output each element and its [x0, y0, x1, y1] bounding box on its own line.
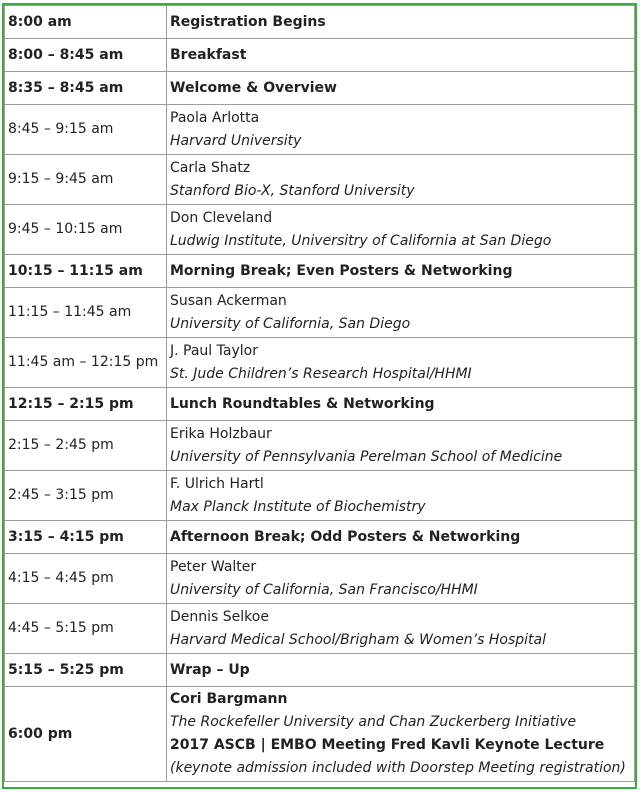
agenda-detail [167, 205, 635, 255]
agenda-detail: Breakfast [167, 39, 635, 72]
speaker-affiliation: St. Jude Children’s Research Hospital/HHMI [170, 365, 472, 382]
agenda-row-talk [5, 205, 635, 255]
agenda-detail [167, 554, 635, 604]
keynote-affiliation: The Rockefeller University and Chan Zuckerberg Initiative [170, 714, 577, 730]
speaker-name: Paola Arlotta [170, 109, 260, 126]
agenda-detail [167, 155, 635, 205]
agenda-row-talk [5, 155, 635, 205]
agenda-time: 2:15 – 2:45 pm [5, 421, 167, 471]
agenda-row-keynote [5, 687, 635, 782]
agenda-detail [167, 471, 635, 521]
agenda-detail: Lunch Roundtables & Networking [167, 388, 635, 421]
speaker-affiliation: Max Planck Institute of Biochemistry [170, 498, 426, 515]
agenda-time: 8:00 – 8:45 am [5, 39, 167, 72]
speaker-affiliation: Ludwig Institute, Universitry of California at San Diego [170, 232, 552, 249]
agenda-row-talk [5, 604, 635, 654]
agenda-detail [167, 421, 635, 471]
agenda-time: 4:15 – 4:45 pm [5, 554, 167, 604]
agenda-detail: Registration Begins [167, 6, 635, 39]
agenda-row-session [5, 72, 635, 105]
agenda-row-talk [5, 554, 635, 604]
agenda-time: 10:15 – 11:15 am [5, 255, 167, 288]
agenda-time: 9:45 – 10:15 am [5, 205, 167, 255]
agenda-detail: Welcome & Overview [167, 72, 635, 105]
speaker-affiliation: University of California, San Francisco/HHMI [170, 581, 478, 598]
speaker-affiliation: Harvard University [170, 132, 302, 149]
agenda-detail: Morning Break; Even Posters & Networking [167, 255, 635, 288]
speaker-affiliation: Harvard Medical School/Brigham & Women’s Hospital [170, 631, 546, 648]
agenda-detail [167, 338, 635, 388]
agenda-detail [167, 105, 635, 155]
speaker-name: Erika Holzbaur [170, 425, 272, 442]
agenda-row-session [5, 654, 635, 687]
speaker-name: F. Ulrich Hartl [170, 475, 264, 492]
speaker-name: Carla Shatz [170, 159, 251, 176]
speaker-name: J. Paul Taylor [170, 342, 258, 359]
agenda-time: 12:15 – 2:15 pm [5, 388, 167, 421]
speaker-affiliation: University of California, San Diego [170, 315, 411, 332]
agenda-time: 2:45 – 3:15 pm [5, 471, 167, 521]
agenda-time: 8:35 – 8:45 am [5, 72, 167, 105]
agenda-time: 9:15 – 9:45 am [5, 155, 167, 205]
agenda-time: 3:15 – 4:15 pm [5, 521, 167, 554]
agenda-detail [167, 288, 635, 338]
agenda-time: 8:00 am [5, 6, 167, 39]
agenda-frame [2, 3, 637, 789]
agenda-row-talk [5, 471, 635, 521]
keynote-note: (keynote admission included with Doorstep Meeting registration) [170, 760, 626, 776]
agenda-row-session [5, 6, 635, 39]
agenda-detail: Wrap – Up [167, 654, 635, 687]
keynote-title: 2017 ASCB | EMBO Meeting Fred Kavli Keynote Lecture [170, 737, 605, 753]
speaker-affiliation: Stanford Bio-X, Stanford University [170, 182, 415, 199]
agenda-time: 5:15 – 5:25 pm [5, 654, 167, 687]
speaker-name: Dennis Selkoe [170, 608, 269, 625]
agenda-table [4, 5, 635, 782]
agenda-row-session [5, 255, 635, 288]
agenda-detail: Afternoon Break; Odd Posters & Networking [167, 521, 635, 554]
agenda-row-talk [5, 105, 635, 155]
agenda-time: 4:45 – 5:15 pm [5, 604, 167, 654]
agenda-detail [167, 604, 635, 654]
agenda-detail [167, 687, 635, 782]
agenda-row-session [5, 521, 635, 554]
speaker-name: Don Cleveland [170, 209, 273, 226]
agenda-row-talk [5, 338, 635, 388]
speaker-affiliation: University of Pennsylvania Perelman School of Medicine [170, 448, 563, 465]
speaker-name: Susan Ackerman [170, 292, 287, 309]
agenda-time: 11:45 am – 12:15 pm [5, 338, 167, 388]
agenda-row-session [5, 388, 635, 421]
keynote-speaker: Cori Bargmann [170, 691, 288, 707]
agenda-time: 11:15 – 11:45 am [5, 288, 167, 338]
agenda-time: 6:00 pm [5, 687, 167, 782]
agenda-time: 8:45 – 9:15 am [5, 105, 167, 155]
speaker-name: Peter Walter [170, 558, 257, 575]
agenda-row-talk [5, 421, 635, 471]
agenda-body [5, 6, 635, 782]
agenda-row-session [5, 39, 635, 72]
agenda-row-talk [5, 288, 635, 338]
